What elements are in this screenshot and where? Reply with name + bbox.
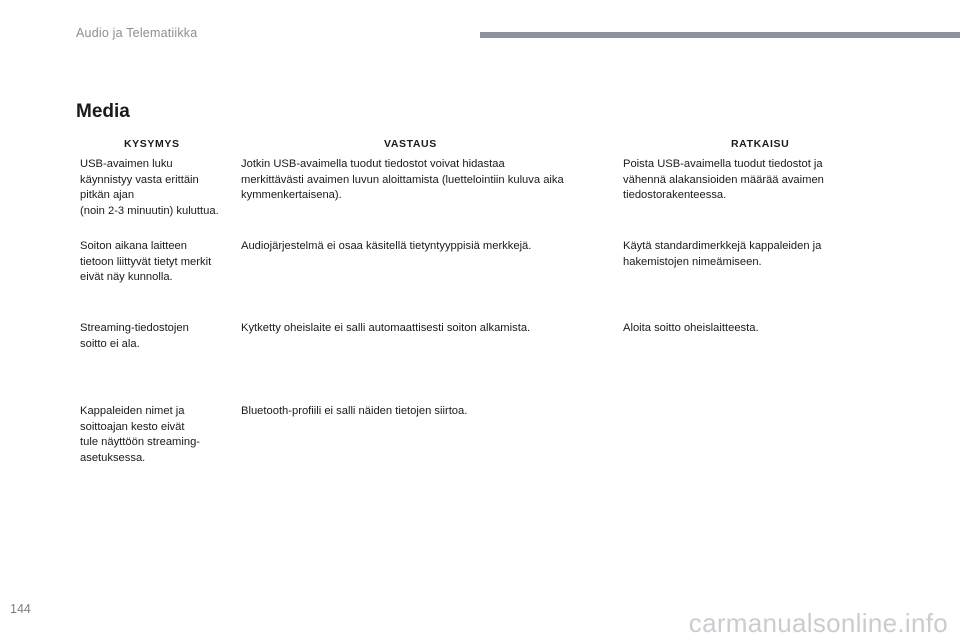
row-2-answer: Audiojärjestelmä ei osaa käsitellä tietyntyyppisiä merkkejä. [241, 240, 532, 252]
row-4-question: Kappaleiden nimet ja soittoajan kesto eivät tule näyttöön streaming- asetuksessa. [80, 405, 201, 464]
row-1-question: USB-avaimen luku käynnistyy vasta erittäin pitkän ajan (noin 2-3 minuutin) kuluttua. [80, 158, 219, 217]
watermark: carmanualsonline.info [688, 608, 948, 638]
row-3-solution: Aloita soitto oheislaitteesta. [623, 322, 759, 334]
column-header-solution: RATKAISU [731, 138, 790, 150]
row-4-answer: Bluetooth-profiili ei salli näiden tietojen siirtoa. [241, 405, 468, 417]
column-header-answer: VASTAUS [384, 138, 437, 150]
column-header-question: KYSYMYS [124, 138, 180, 150]
page-number: 144 [10, 602, 31, 616]
row-1-answer: Jotkin USB-avaimella tuodut tiedostot voivat hidastaa merkittävästi avaimen luvun aloittamista (luettelointiin kuluva aika kymmenkertaisena). [241, 158, 564, 202]
header-title: Audio ja Telematiikka [76, 26, 198, 40]
row-3-answer: Kytketty oheislaite ei salli automaattisesti soiton alkamista. [241, 322, 531, 334]
header-bar [480, 32, 960, 38]
section-title: Media [76, 101, 130, 122]
row-2-question: Soiton aikana laitteen tietoon liittyvät tietyt merkit eivät näy kunnolla. [80, 240, 212, 284]
row-1-solution: Poista USB-avaimella tuodut tiedostot ja vähennä alakansioiden määrää avaimen tiedostorakenteessa. [623, 158, 824, 202]
row-2-solution: Käytä standardimerkkejä kappaleiden ja hakemistojen nimeämiseen. [623, 240, 822, 268]
row-3-question: Streaming-tiedostojen soitto ei ala. [80, 322, 189, 350]
